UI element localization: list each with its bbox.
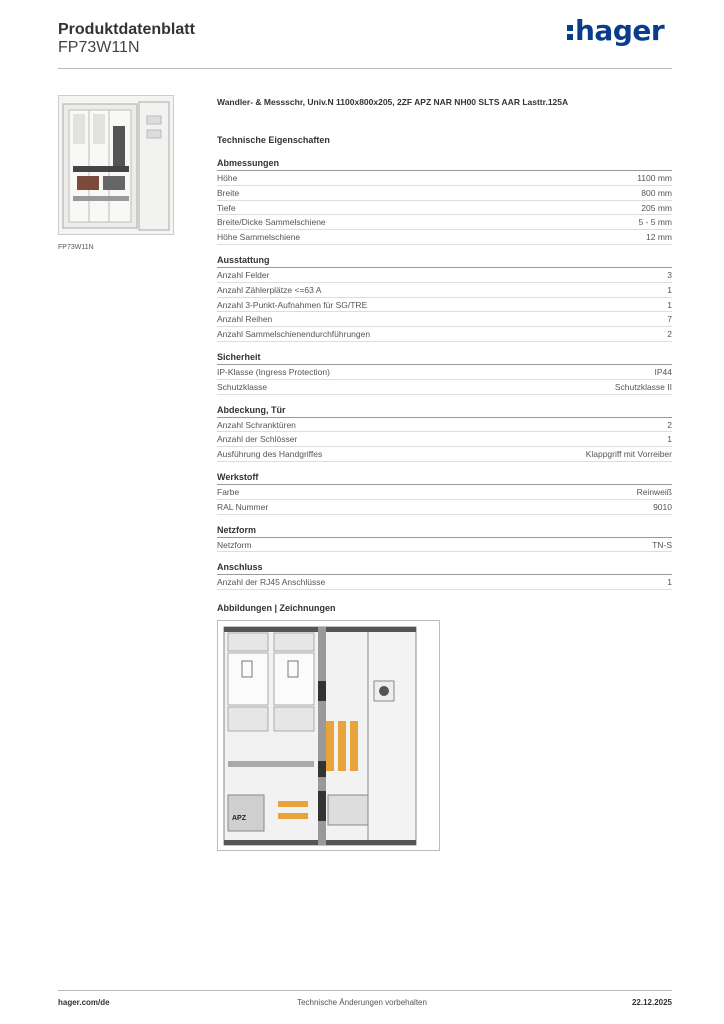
property-label: Höhe (217, 173, 238, 183)
property-row (217, 327, 672, 342)
technical-drawing (217, 620, 440, 851)
property-value: IP44 (654, 366, 672, 377)
property-label: Netzform (217, 539, 252, 550)
property-value: 1100 mm (637, 173, 672, 183)
property-group (217, 562, 672, 590)
property-row (217, 283, 672, 298)
page-title: Produktdatenblatt (58, 21, 195, 38)
property-row (217, 418, 672, 433)
property-row (217, 538, 672, 553)
product-code: FP73W11N (58, 39, 140, 56)
property-group (217, 525, 672, 553)
property-value: Klappgriff mit Vorreiber (585, 449, 672, 460)
product-description: Wandler- & Messschr, Univ.N 1100x800x205, 2ZF APZ NAR NH00 SLTS AAR Lasttr.125A (217, 97, 569, 107)
property-row (217, 485, 672, 500)
property-row (217, 298, 672, 313)
property-group (217, 405, 672, 462)
footer-divider (58, 990, 672, 991)
property-label: IP-Klasse (Ingress Protection) (217, 366, 330, 377)
property-label: Anzahl Schranktüren (217, 419, 296, 430)
figures-title: Abbildungen | Zeichnungen (217, 603, 336, 614)
property-row (217, 575, 672, 590)
property-label: Anzahl der RJ45 Anschlüsse (217, 577, 326, 588)
footer-website: hager.com/de (58, 998, 110, 1007)
property-groups (217, 158, 672, 590)
group-title: Anschluss (217, 562, 672, 575)
property-row (217, 312, 672, 327)
property-value: 2 (667, 329, 672, 340)
tech-properties-title: Technische Eigenschaften (217, 135, 330, 145)
property-label: RAL Nummer (217, 501, 269, 512)
property-label: Anzahl 3-Punkt-Aufnahmen für SG/TRE (217, 299, 368, 310)
property-label: Anzahl Sammelschienendurchführungen (217, 329, 371, 340)
property-label: Schutzklasse (217, 381, 268, 392)
property-value: 12 mm (646, 232, 672, 243)
property-value: 3 (667, 269, 672, 280)
property-group (217, 255, 672, 342)
header-divider (58, 68, 672, 69)
property-label: Breite/Dicke Sammelschiene (217, 217, 326, 228)
property-row (217, 230, 672, 245)
property-row (217, 432, 672, 447)
product-photo (58, 95, 174, 235)
property-label: Anzahl Felder (217, 269, 270, 280)
property-value: 1 (667, 299, 672, 310)
property-value: TN-S (652, 539, 672, 550)
group-title: Abdeckung, Tür (217, 405, 672, 418)
logo-text: hager (575, 14, 665, 47)
property-value: 1 (667, 284, 672, 295)
property-row (217, 186, 672, 201)
property-group (217, 158, 672, 245)
property-value: 7 (667, 314, 672, 325)
apz-label: APZ (232, 815, 246, 823)
property-row (217, 365, 672, 380)
group-title: Abmessungen (217, 158, 672, 171)
cabinet-photo-icon (59, 96, 173, 234)
property-row (217, 201, 672, 216)
property-value: 1 (667, 577, 672, 588)
group-title: Netzform (217, 525, 672, 538)
property-row (217, 268, 672, 283)
property-value: 5 - 5 mm (638, 217, 672, 228)
property-row (217, 380, 672, 395)
property-row (217, 171, 672, 186)
property-label: Anzahl Zählerplätze <=63 A (217, 284, 322, 295)
property-group (217, 472, 672, 515)
property-label: Breite (217, 187, 240, 198)
logo-dots-icon (567, 22, 573, 42)
group-title: Ausstattung (217, 255, 672, 268)
property-label: Höhe Sammelschiene (217, 232, 301, 243)
property-value: Schutzklasse II (614, 381, 672, 392)
property-value: 1 (667, 434, 672, 445)
property-label: Tiefe (217, 202, 236, 213)
photo-caption: FP73W11N (58, 244, 94, 251)
property-label: Farbe (217, 486, 240, 497)
property-row (217, 500, 672, 515)
property-value: 800 mm (641, 187, 672, 198)
property-value: 2 (667, 419, 672, 430)
group-title: Werkstoff (217, 472, 672, 485)
footer-date: 22.12.2025 (631, 998, 672, 1007)
property-value: Reinweiß (636, 486, 672, 497)
cabinet-drawing-icon (218, 621, 439, 850)
datasheet-content (217, 97, 672, 851)
property-label: Ausführung des Handgriffes (217, 449, 323, 460)
hager-logo (567, 14, 664, 47)
property-label: Anzahl der Schlösser (217, 434, 298, 445)
property-row (217, 447, 672, 462)
group-title: Sicherheit (217, 352, 672, 365)
property-value: 9010 (653, 501, 672, 512)
footer-notice: Technische Änderungen vorbehalten (297, 998, 427, 1007)
property-row (217, 215, 672, 230)
property-group (217, 352, 672, 395)
property-label: Anzahl Reihen (217, 314, 273, 325)
property-value: 205 mm (641, 202, 672, 213)
